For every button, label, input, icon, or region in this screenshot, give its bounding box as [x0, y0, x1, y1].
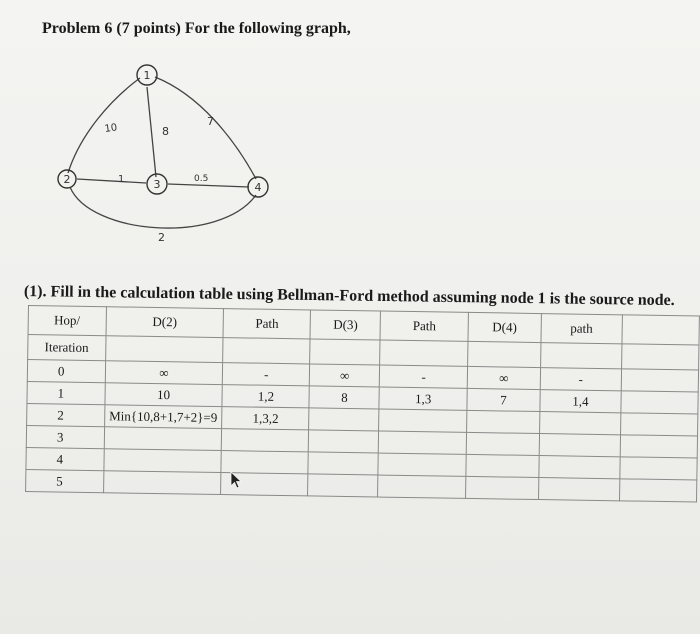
header-d4: D(4)	[468, 312, 541, 342]
cell-d3	[308, 474, 379, 497]
cell-path2	[222, 429, 309, 452]
weight-1-3: 8	[162, 125, 169, 138]
header-path3: Path	[380, 311, 468, 341]
svg-text:1: 1	[143, 69, 151, 82]
cell-iteration: 3	[26, 425, 104, 448]
node-4	[248, 177, 268, 197]
header-path4: path	[541, 314, 622, 344]
node-2	[58, 170, 76, 188]
cell-iteration: 4	[26, 447, 104, 470]
cell-path4	[539, 434, 620, 457]
header-extra	[622, 315, 700, 345]
instruction-text: (1). Fill in the calculation table using Bellman-Ford method assuming node 1 is the source node.	[23, 283, 675, 310]
cell-d4	[466, 410, 539, 433]
weight-1-2: 10	[103, 122, 119, 135]
cell-path2: -	[223, 363, 310, 386]
weight-2-3: 1	[118, 174, 125, 185]
edge-2-4	[70, 187, 256, 228]
cell-iteration: 1	[27, 381, 105, 404]
cell-d2: ∞	[105, 361, 223, 385]
header-path2: Path	[223, 309, 310, 339]
svg-text:2: 2	[63, 173, 71, 186]
edge-3-4	[168, 184, 249, 187]
cell-d2: Min{10,8+1,7+2}=9	[104, 405, 222, 429]
cell-d3	[308, 452, 379, 475]
weight-2-4: 2	[158, 231, 165, 244]
cell-d4: ∞	[467, 366, 540, 389]
header-d2: D(2)	[106, 307, 224, 338]
cell-path3	[379, 409, 467, 432]
node-1	[137, 65, 157, 85]
cell-iteration: 0	[27, 360, 105, 383]
header-hop: Hop/	[28, 306, 106, 336]
edge-1-4	[155, 77, 256, 179]
edge-2-3	[77, 179, 146, 183]
cell-path4	[538, 478, 619, 501]
cell-d2	[103, 449, 221, 473]
cell-d2: 10	[104, 383, 222, 407]
cell-path4: 1,4	[540, 390, 621, 413]
cell-path4	[539, 456, 620, 479]
svg-text:4: 4	[254, 181, 262, 194]
cell-path4: -	[540, 368, 621, 391]
cell-d2	[103, 471, 221, 495]
edge-1-3	[147, 87, 156, 177]
cell-path3	[378, 453, 466, 476]
cell-d3	[309, 408, 380, 431]
cell-path2: 1,3,2	[222, 407, 309, 430]
cell-d4	[465, 476, 538, 499]
cell-path3: -	[380, 365, 468, 388]
cell-path3: 1,3	[379, 387, 467, 410]
cell-path3	[378, 475, 466, 498]
header-d3: D(3)	[310, 310, 381, 340]
cell-path2: 1,2	[222, 385, 309, 408]
cell-path3	[379, 431, 467, 454]
node-3	[147, 174, 167, 194]
bellman-ford-table	[25, 305, 700, 503]
cell-d4	[466, 432, 539, 455]
cell-d3: 8	[309, 386, 380, 409]
weight-1-4: 7	[207, 115, 214, 128]
graph-diagram	[50, 55, 290, 255]
cell-d4: 7	[467, 388, 540, 411]
cell-d2	[104, 427, 222, 451]
weight-3-4: 0.5	[194, 174, 209, 184]
cell-iteration: 5	[26, 469, 104, 492]
cell-d3: ∞	[309, 364, 380, 387]
header-iteration: Iteration	[28, 335, 106, 361]
cell-d4	[466, 454, 539, 477]
mouse-pointer-icon	[228, 470, 244, 490]
cell-iteration: 2	[27, 403, 105, 426]
cell-d3	[308, 430, 379, 453]
cell-path4	[539, 412, 620, 435]
svg-text:3: 3	[153, 178, 161, 191]
problem-title: Problem 6 (7 points) For the following graph,	[42, 20, 351, 37]
